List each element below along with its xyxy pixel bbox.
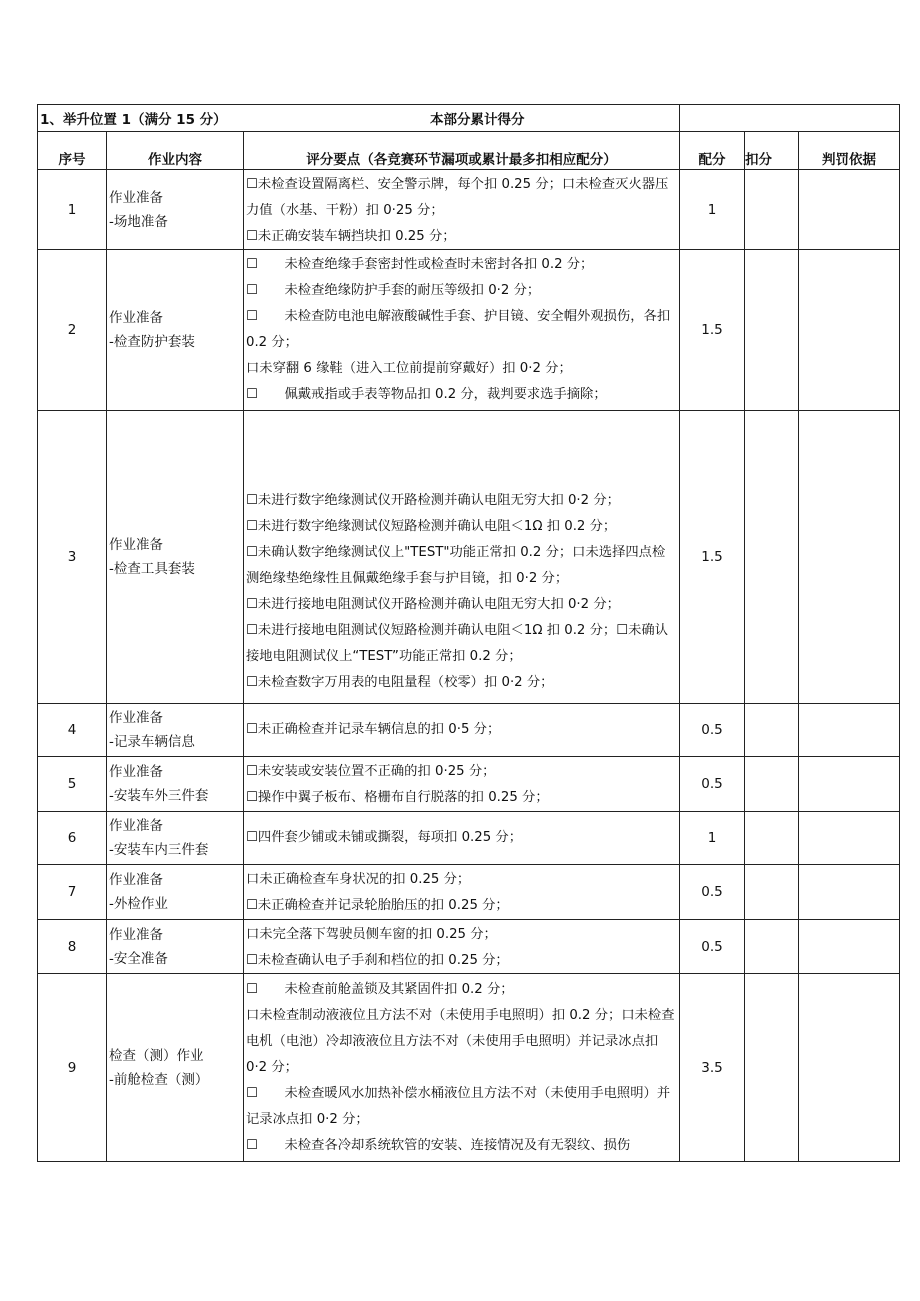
row-item (107, 250, 244, 411)
row-basis-cell[interactable] (799, 974, 900, 1162)
row-criteria (244, 757, 680, 812)
row-deduct-cell[interactable] (745, 865, 799, 920)
item-line: 检查（测）作业 (109, 1047, 204, 1064)
table-row (38, 920, 900, 974)
header-no: 序号 (38, 132, 107, 170)
criteria-line: ☐ 佩戴戒指或手表等物品扣 0.2 分，裁判要求选手摘除； (246, 387, 607, 402)
criteria-line: 口未完全落下驾驶员侧车窗的扣 0.25 分； (246, 927, 497, 942)
row-deduct-cell[interactable] (745, 250, 799, 411)
row-number: 5 (38, 757, 107, 812)
item-line: -场地准备 (109, 213, 168, 230)
table-row (38, 411, 900, 704)
item-line: 作业准备 (109, 926, 163, 943)
criteria-line: ☐未进行接地电阻测试仪短路检测并确认电阻＜1Ω 扣 0.2 分；☐未确认接地电阻测试仪上“TEST”功能正常扣 0.2 分； (246, 623, 669, 664)
criteria-line: ☐未检查设置隔离栏、安全警示牌，每个扣 0.25 分；口未检查灭火器压力值（水基、干粉）扣 0·25 分； (246, 177, 669, 218)
section-total-label: 本部分累计得分 (430, 112, 525, 128)
header-score: 配分 (680, 132, 745, 170)
row-number: 8 (38, 920, 107, 974)
row-number: 2 (38, 250, 107, 411)
section-title-row (38, 105, 900, 132)
item-line: -记录车辆信息 (109, 734, 195, 750)
row-item (107, 170, 244, 250)
item-line: -检查工具套装 (109, 561, 195, 577)
criteria-line: 口未穿翻 6 缘鞋（进入工位前提前穿戴好）扣 0·2 分； (246, 361, 572, 376)
row-item (107, 411, 244, 704)
row-basis-cell[interactable] (799, 170, 900, 250)
row-score: 0.5 (680, 704, 745, 757)
row-number: 4 (38, 704, 107, 757)
row-criteria (244, 411, 680, 704)
item-line: -前舱检查（测） (109, 1071, 209, 1088)
row-score: 0.5 (680, 865, 745, 920)
item-line: 作业准备 (109, 818, 163, 834)
item-line: 作业准备 (109, 189, 163, 206)
criteria-line: ☐未检查确认电子手刹和档位的扣 0.25 分； (246, 953, 509, 968)
row-score: 1 (680, 170, 745, 250)
criteria-line: ☐ 未检查前舱盖锁及其紧固件扣 0.2 分； (246, 981, 514, 997)
table-row (38, 812, 900, 865)
table-row (38, 865, 900, 920)
criteria-line: ☐四件套少铺或未铺或撕裂，每项扣 0.25 分； (246, 830, 523, 845)
row-criteria (244, 920, 680, 974)
row-deduct-cell[interactable] (745, 704, 799, 757)
row-basis-cell[interactable] (799, 920, 900, 974)
criteria-line: ☐ 未检查绝缘手套密封性或检查时未密封各扣 0.2 分； (246, 257, 594, 272)
row-number: 3 (38, 411, 107, 704)
criteria-line: 口未正确检查车身状况的扣 0.25 分； (246, 872, 471, 887)
section-title: 1、举升位置 1（满分 15 分） (38, 105, 680, 132)
row-deduct-cell[interactable] (745, 757, 799, 812)
table-row (38, 170, 900, 250)
row-criteria (244, 974, 680, 1162)
row-item (107, 757, 244, 812)
row-number: 9 (38, 974, 107, 1162)
row-criteria (244, 170, 680, 250)
item-line: 作业准备 (109, 537, 163, 553)
header-deduct: 扣分 (745, 132, 799, 170)
header-row (38, 132, 900, 170)
row-basis-cell[interactable] (799, 250, 900, 411)
row-score: 0.5 (680, 757, 745, 812)
row-number: 6 (38, 812, 107, 865)
row-deduct-cell[interactable] (745, 170, 799, 250)
row-item (107, 812, 244, 865)
criteria-line: ☐操作中翼子板布、格栅布自行脱落的扣 0.25 分； (246, 790, 549, 805)
row-basis-cell[interactable] (799, 757, 900, 812)
item-line: -检查防护套装 (109, 334, 195, 350)
row-score: 3.5 (680, 974, 745, 1162)
row-basis-cell[interactable] (799, 411, 900, 704)
row-score: 0.5 (680, 920, 745, 974)
table-row (38, 974, 900, 1162)
row-score: 1 (680, 812, 745, 865)
criteria-line: ☐未确认数字绝缘测试仪上"TEST"功能正常扣 0.2 分；口未选择四点检测绝缘垫绝缘性且佩戴绝缘手套与护目镜，扣 0·2 分； (246, 545, 666, 586)
item-line: -安全准备 (109, 950, 168, 967)
row-item (107, 704, 244, 757)
table-row (38, 757, 900, 812)
item-line: 作业准备 (109, 710, 163, 726)
row-item (107, 920, 244, 974)
criteria-line: ☐未正确检查并记录轮胎胎压的扣 0.25 分； (246, 898, 509, 913)
criteria-line: ☐未进行数字绝缘测试仪短路检测并确认电阻＜1Ω 扣 0.2 分； (246, 519, 617, 534)
header-criteria: 评分要点（各竞赛环节漏项或累计最多扣相应配分） (244, 132, 680, 170)
row-number: 7 (38, 865, 107, 920)
row-score: 1.5 (680, 250, 745, 411)
row-basis-cell[interactable] (799, 704, 900, 757)
criteria-line: ☐ 未检查绝缘防护手套的耐压等级扣 0·2 分； (246, 283, 541, 298)
item-line: 作业准备 (109, 872, 163, 888)
criteria-line: ☐未进行接地电阻测试仪开路检测并确认电阻无穷大扣 0·2 分； (246, 597, 620, 612)
row-score: 1.5 (680, 411, 745, 704)
criteria-line: ☐未安装或安装位置不正确的扣 0·25 分； (246, 764, 496, 779)
item-line: -安装车外三件套 (109, 788, 209, 804)
row-criteria (244, 812, 680, 865)
criteria-line: 口未检查制动液液位且方法不对（未使用手电照明）扣 0.2 分；口未检查电机（电池）冷却液液位且方法不对（未使用手电照明）并记录冰点扣 0·2 分； (246, 1007, 675, 1075)
header-item: 作业内容 (107, 132, 244, 170)
row-deduct-cell[interactable] (745, 974, 799, 1162)
row-criteria (244, 250, 680, 411)
row-criteria (244, 704, 680, 757)
row-number: 1 (38, 170, 107, 250)
row-deduct-cell[interactable] (745, 411, 799, 704)
row-basis-cell[interactable] (799, 812, 900, 865)
item-line: 作业准备 (109, 310, 163, 326)
row-deduct-cell[interactable] (745, 920, 799, 974)
criteria-line: ☐未正确检查并记录车辆信息的扣 0·5 分； (246, 722, 501, 737)
row-basis-cell[interactable] (799, 865, 900, 920)
table-row (38, 704, 900, 757)
row-item (107, 865, 244, 920)
criteria-line: ☐ 未检查各冷却系统软管的安装、连接情况及有无裂纹、损伤 (246, 1137, 631, 1153)
item-line: -安装车内三件套 (109, 842, 209, 858)
criteria-line: ☐ 未检查暖风水加热补偿水桶液位且方法不对（未使用手电照明）并记录冰点扣 0·2 分； (246, 1085, 671, 1127)
criteria-line: ☐ 未检查防电池电解液酸碱性手套、护目镜、安全帽外观损伤，各扣 0.2 分； (246, 309, 671, 350)
row-criteria (244, 865, 680, 920)
criteria-line: ☐未正确安装车辆挡块扣 0.25 分； (246, 229, 456, 244)
criteria-line: ☐未进行数字绝缘测试仪开路检测并确认电阻无穷大扣 0·2 分； (246, 493, 620, 508)
row-item (107, 974, 244, 1162)
item-line: -外检作业 (109, 896, 168, 912)
scoring-table (37, 104, 900, 1162)
item-line: 作业准备 (109, 764, 163, 780)
header-basis: 判罚依据 (799, 132, 900, 170)
table-row (38, 250, 900, 411)
criteria-line: ☐未检查数字万用表的电阻量程（校零）扣 0·2 分； (246, 675, 554, 690)
row-deduct-cell[interactable] (745, 812, 799, 865)
